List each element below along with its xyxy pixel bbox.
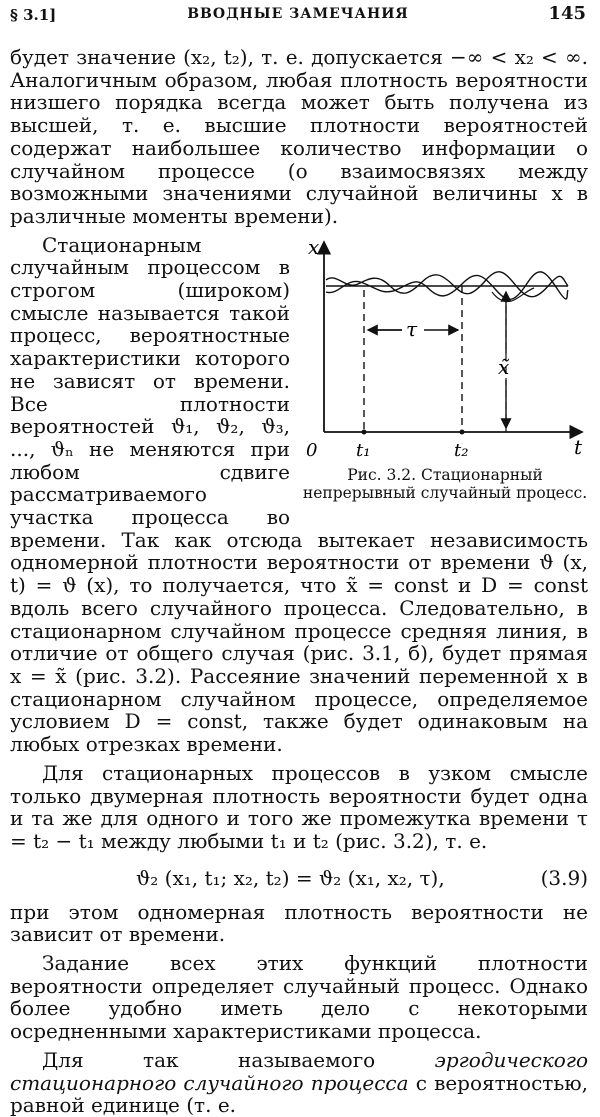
y-axis-label: x	[308, 234, 320, 259]
formula-text: ϑ₂ (x₁, t₁; x₂, t₂) = ϑ₂ (x₁, x₂, τ),	[136, 865, 445, 890]
section-ref: § 3.1]	[10, 6, 57, 24]
body-text	[10, 46, 588, 1117]
mean-label: x̃	[498, 354, 510, 379]
x-axis-label: t	[574, 434, 583, 459]
origin-label: 0	[306, 439, 318, 461]
figure-3-2	[302, 234, 588, 504]
paragraph-6-start: Для так называемого	[42, 1047, 435, 1072]
t2-label: t₂	[454, 439, 469, 461]
t1-label: t₁	[356, 439, 371, 461]
t1-tick	[362, 429, 367, 434]
paragraph-3: Для стационарных процессов в узком смысле только двумерная плотность вероятности будет одна и та же для одного и того же промежутка времени τ = t₂ − t₁ между любыми t₁ и t₂ (рис. 3.2), т. е.	[10, 760, 588, 853]
paragraph-4: при этом одномерная плотность вероятности не зависит от времени.	[10, 899, 588, 947]
page-number: 145	[548, 3, 586, 24]
paragraph-6-term: эргодического стационарного случайного процесса	[10, 1047, 588, 1095]
process-curve-1	[326, 271, 568, 296]
t2-tick	[460, 429, 465, 434]
paragraph-6-end: с вероятностью, равной единице (т. е.	[10, 1070, 588, 1117]
tau-label: τ	[406, 316, 418, 341]
process-curve-3	[492, 288, 534, 302]
paragraph-6	[10, 1049, 588, 1117]
page-header	[10, 2, 586, 28]
process-diagram	[302, 234, 588, 464]
paragraph-5: Задание всех этих функций плотности вероятности определяет случайный процесс. Однако более удобно иметь дело с некоторыми осредненными характеристиками процесса.	[10, 951, 588, 1044]
running-title: ВВОДНЫЕ ЗАМЕЧАНИЯ	[187, 6, 409, 22]
paragraph-2: Стационарным случайным процессом в строгом (широком) смысле называется такой процесс, вероятностные характеристики которого не зависят от времени. Все плотности вероятностей ϑ₁, ϑ₂, ϑ₃, ..., ϑₙ не меняются при любом сдвиге рассматриваемого участка процесса во времени. Так как отсюда вытекает независимость одномерной плотности вероятности от времени ϑ (x, t) = ϑ (x), то получается, что x̃ = const и D = const вдоль всего случайного процесса. Следовательно, в стационарном случайном процессе средняя линия, в отличие от общего случая (рис. 3.1, б), будет прямая x = x̃ (рис. 3.2). Рассеяние значений переменной x в стационарном случайном процессе, определяемое условием D = const, также будет одинаковым на любых отрезках времени.	[10, 232, 588, 757]
paragraph-1: будет значение (x₂, t₂), т. е. допускается −∞ < x₂ < ∞. Аналогичным образом, любая плотность вероятности низшего порядка всегда может быть получена из высшей, т. е. высшие плотности вероятностей содержат наибольшее количество информации о случайном процессе (о взаимосвязях между возможными значениями случайной величины x в различные моменты времени).	[10, 45, 588, 228]
equation-number: (3.9)	[540, 865, 588, 890]
figure-caption: Рис. 3.2. Стационарный непрерывный случайный процесс.	[302, 465, 588, 502]
formula-3-9	[10, 861, 588, 899]
